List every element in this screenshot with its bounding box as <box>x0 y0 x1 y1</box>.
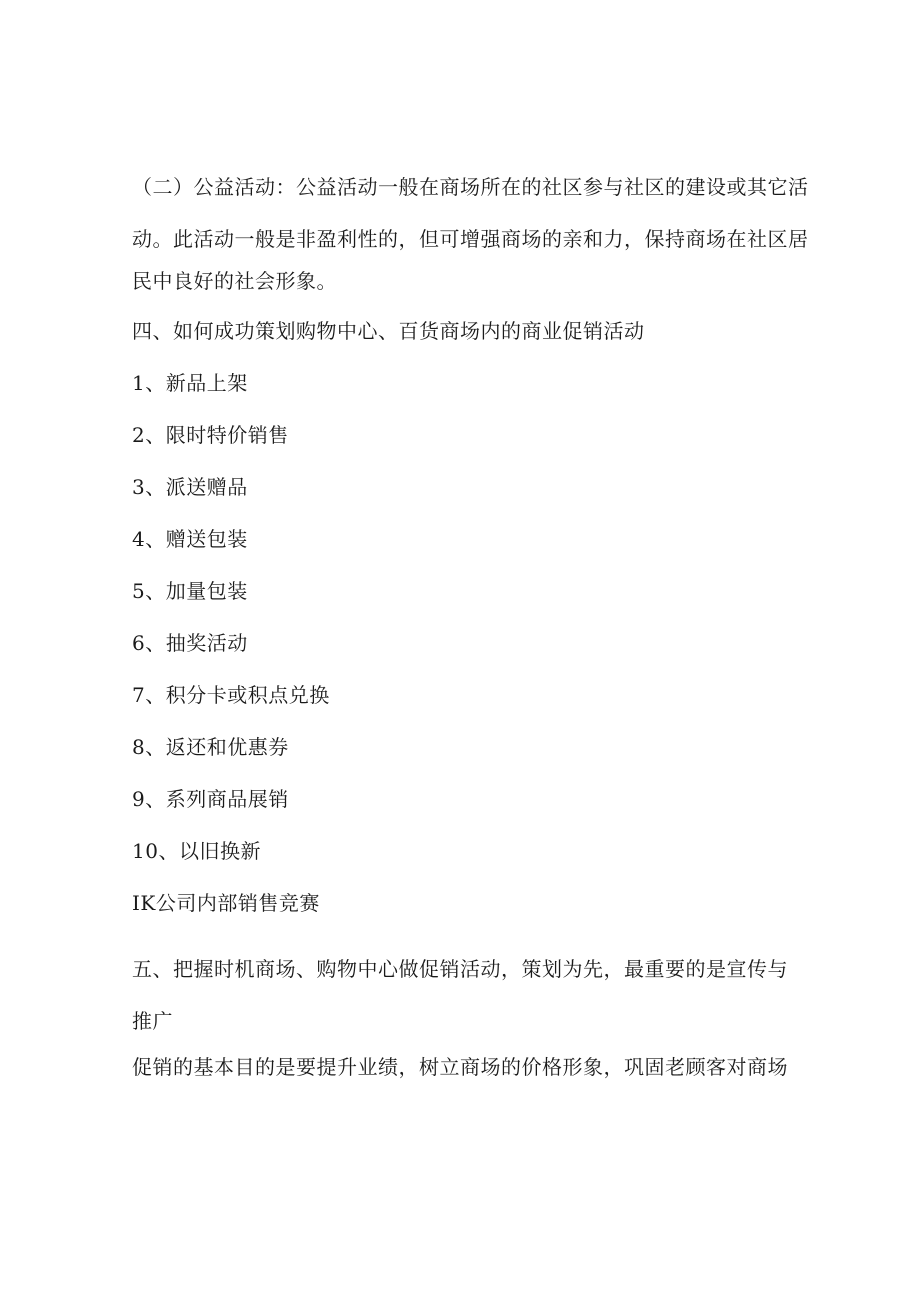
list-item-11: IK公司内部销售竞赛 <box>132 891 320 915</box>
section-heading-five-line-2: 推广 <box>132 1009 173 1033</box>
list-item-5: 5、加量包装 <box>132 579 248 603</box>
list-item-4: 4、赠送包装 <box>132 527 248 551</box>
paragraph-public-welfare-line-2: 动。此活动一般是非盈利性的，但可增强商场的亲和力，保持商场在社区居 <box>132 227 809 251</box>
list-item-1: 1、新品上架 <box>132 371 248 395</box>
list-item-10: 10、以旧换新 <box>132 839 261 863</box>
paragraph-public-welfare-line-1: （二）公益活动：公益活动一般在商场所在的社区参与社区的建设或其它活 <box>132 175 809 199</box>
list-item-3: 3、派送赠品 <box>132 475 248 499</box>
list-item-2: 2、限时特价销售 <box>132 423 289 447</box>
paragraph-public-welfare-line-3: 民中良好的社会形象。 <box>132 269 337 293</box>
section-heading-five-line-1: 五、把握时机商场、购物中心做促销活动，策划为先，最重要的是宣传与 <box>132 957 788 981</box>
list-item-6: 6、抽奖活动 <box>132 631 248 655</box>
paragraph-promotion-purpose-line-1: 促销的基本目的是要提升业绩，树立商场的价格形象，巩固老顾客对商场 <box>132 1055 788 1079</box>
list-item-7: 7、积分卡或积点兑换 <box>132 683 330 707</box>
list-item-9: 9、系列商品展销 <box>132 787 289 811</box>
section-heading-four: 四、如何成功策划购物中心、百货商场内的商业促销活动 <box>132 319 645 343</box>
list-item-8: 8、返还和优惠券 <box>132 735 289 759</box>
